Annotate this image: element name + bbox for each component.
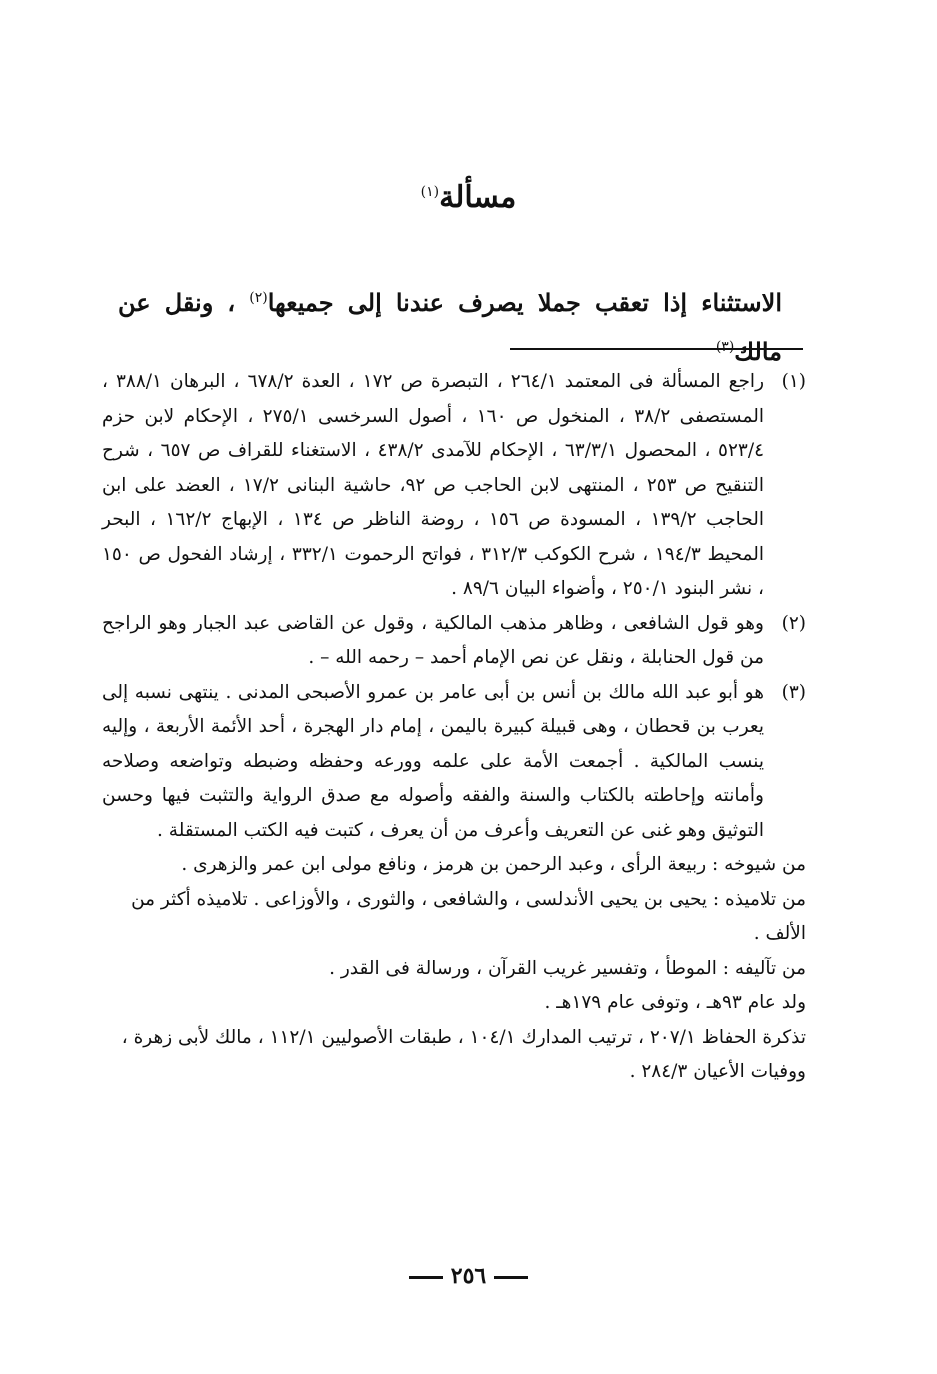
main-text-part2: ، ونقل عن مالك xyxy=(118,288,782,366)
footnotes xyxy=(102,365,806,1090)
footnote-talamidh: من تلاميذه : يحيى بن يحيى الأندلسى ، والشافعى ، والثورى ، والأوزاعى . تلاميذه أكثر من الألف . xyxy=(131,888,806,944)
footnote-shuyukh: من شيوخه : ربيعة الرأى ، وعبد الرحمن بن هرمز ، ونافع مولى ابن عمر والزهرى . xyxy=(181,854,806,875)
page-number xyxy=(0,1263,937,1289)
footnote-text: راجع المسألة فى المعتمد ٢٦٤/١ ، التبصرة ص ١٧٢ ، العدة ٦٧٨/٢ ، البرهان ٣٨٨/١ ، المستصفى ٣٨/٢ ، المنخول ص ١٦٠ ، أصول السرخسى ٢٧٥/١ ، الإحكام لابن حزم ٥٢٣/٤ ، المحصول ٦٣/٣/١ ، الإحكام للآمدى ٤٣٨/٢ ، الاستغناء للقراف ص ٦٥٧ ، شرح التنقيح ص ٢٥٣ ، المنتهى لابن الحاجب ص ٩٢، حاشية البنانى ١٧/٢ ، العضد على ابن الحاجب ١٣٩/٢ ، المسودة ص ١٥٦ ، روضة الناظر ص ١٣٤ ، الإبهاج ١٦٢/٢ ، البحر المحيط ١٩٤/٣ ، شرح الكوكب ٣١٢/٣ ، فواتح الرحموت ٣٣٢/١ ، إرشاد الفحول ص ١٥٠ ، نشر البنود ٢٥٠/١ ، وأضواء البيان ٨٩/٦ . xyxy=(102,371,765,599)
dash-right xyxy=(494,1276,528,1279)
footnote-ref-2: (٢) xyxy=(249,290,268,306)
page-title xyxy=(0,180,937,215)
dash-left xyxy=(409,1276,443,1279)
title-text: مسألة xyxy=(439,180,517,215)
footnote-sources: تذكرة الحفاظ ٢٠٧/١ ، ترتيب المدارك ١٠٤/١ ، طبقات الأصوليين ١١٢/١ ، مالك لأبى زهرة ، ووفيات الأعيان ٢٨٤/٣ . xyxy=(121,1026,806,1082)
footnote-birth-death: ولد عام ٩٣هـ ، وتوفى عام ١٧٩هـ . xyxy=(544,992,806,1013)
footnote-separator xyxy=(510,348,803,350)
footnote-number: (١) xyxy=(781,371,806,392)
footnote-1 xyxy=(102,365,806,607)
page-number-text: ٢٥٦ xyxy=(450,1263,487,1289)
footnote-text: هو أبو عبد الله مالك بن أنس بن أبى عامر بن عمرو الأصبحى المدنى . ينتهى نسبه إلى يعرب بن قحطان ، وهى قبيلة كبيرة باليمن ، إمام دار الهجرة ، أحد الأئمة الأربعة ، وإليه ينسب المالكية . أجمعت الأمة على علمه وورعه وحفظه وضبطه وتواضعه وصلاحه وأمانته وإحاطته بالكتاب والسنة والفقه وأصوله مع صدق الرواية والتثبت فيها وحسن التوثيق وهو غنى عن التعريف وأعرف من أن يعرف ، كتبت فيه الكتب المستقلة . xyxy=(102,681,764,841)
footnote-number: (٢) xyxy=(781,612,806,634)
footnote-ref-3: (٣) xyxy=(715,339,735,355)
main-text xyxy=(118,276,782,374)
footnote-2 xyxy=(102,607,806,676)
title-footnote-ref: (١) xyxy=(420,184,440,200)
footnote-taalif: من تآليفه : الموطأ ، وتفسير غريب القرآن ، ورسالة فى القدر . xyxy=(329,957,806,979)
main-text-part1: الاستثناء إذا تعقب جملا يصرف عندنا إلى جميعها xyxy=(267,288,782,317)
footnote-text: وهو قول الشافعى ، وظاهر مذهب المالكية ، وقول عن القاضى عبد الجبار وهو الراجح من قول الحنابلة ، ونقل عن نص الإمام أحمد – رحمه الله – . xyxy=(102,612,764,668)
footnote-3 xyxy=(102,676,806,849)
footnote-number: (٣) xyxy=(781,681,806,703)
